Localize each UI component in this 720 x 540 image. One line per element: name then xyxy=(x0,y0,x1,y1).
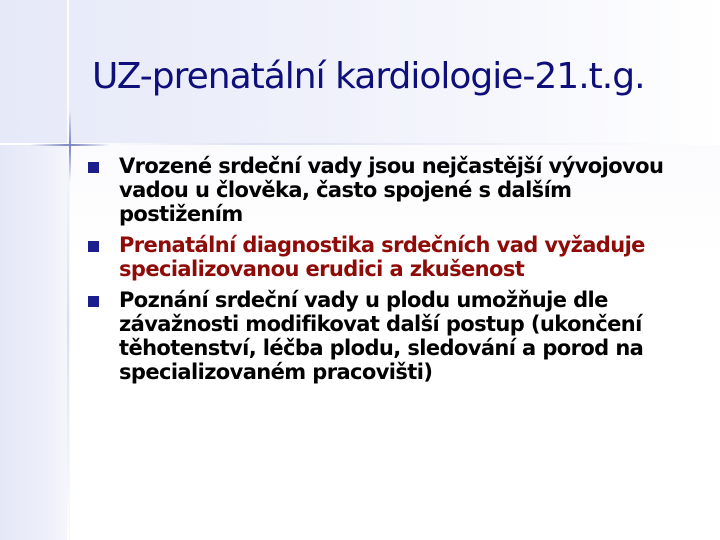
bullet-item xyxy=(88,154,668,226)
square-bullet-icon xyxy=(88,296,99,307)
decorative-vertical-line xyxy=(67,0,69,540)
bullet-item xyxy=(88,288,668,384)
bullet-list xyxy=(88,154,668,384)
bullet-text: Poznání srdeční vady u plodu umožňuje dle závažnosti modifikovat další postup (ukončení těhotenství, léčba plodu, sledování a porod na specializovaném pracovišti) xyxy=(119,288,644,384)
slide-title: UZ-prenatální kardiologie-21.t.g. xyxy=(92,56,645,97)
square-bullet-icon xyxy=(88,241,99,252)
bullet-item xyxy=(88,233,668,281)
square-bullet-icon xyxy=(88,162,99,173)
decorative-cross-horizontal xyxy=(30,144,110,146)
bullet-text: Prenatální diagnostika srdečních vad vyžaduje specializovanou erudici a zkušenost xyxy=(119,233,645,281)
decorative-cross-vertical xyxy=(69,110,71,182)
bullet-text: Vrozené srdeční vady jsou nejčastější vývojovou vadou u člověka, často spojené s dalším postižením xyxy=(119,154,664,226)
